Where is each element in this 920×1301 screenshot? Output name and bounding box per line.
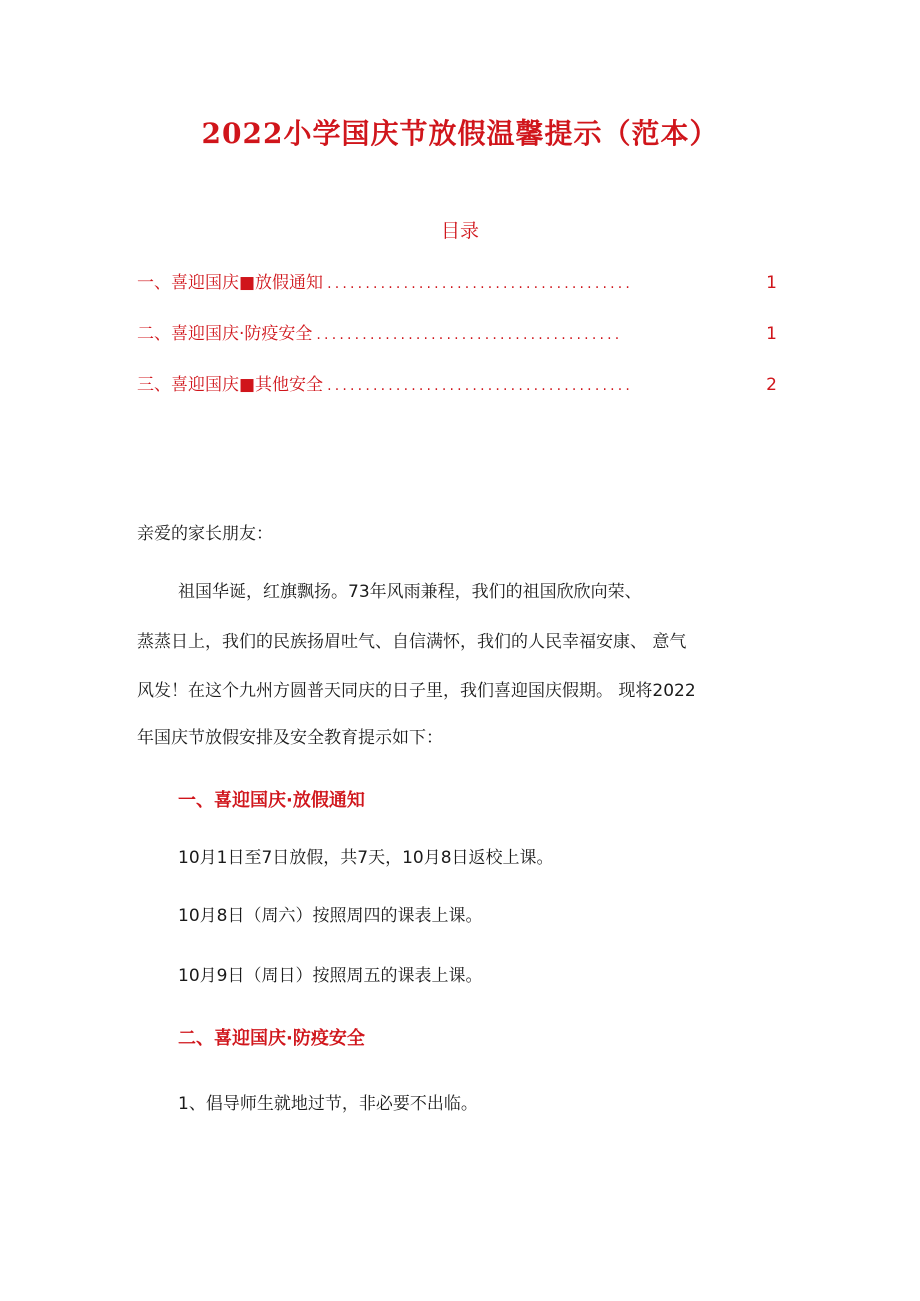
toc-heading: 目录	[440, 220, 479, 242]
toc-item[interactable]	[137, 319, 777, 345]
intro-line: 祖国华诞，红旗飘扬。73年风雨兼程，我们的祖国欣欣向荣、	[178, 582, 642, 602]
toc-item-label: 二、喜迎国庆·防疫安全	[137, 324, 313, 344]
intro-line: 风发！在这个九州方圆普天同庆的日子里，我们喜迎国庆假期。 现将2022	[137, 681, 696, 701]
toc-item-label: 一、喜迎国庆■放假通知	[137, 273, 324, 293]
toc-item-page: 2	[766, 375, 777, 395]
toc-item-leader: ........................................	[327, 276, 634, 292]
toc-item-label: 三、喜迎国庆■其他安全	[137, 375, 324, 395]
intro-line: 蒸蒸日上，我们的民族扬眉吐气、自信满怀，我们的人民幸福安康、 意气	[137, 632, 687, 652]
section-line: 1、倡导师生就地过节，非必要不出临。	[178, 1094, 478, 1114]
section-heading: 二、喜迎国庆·防疫安全	[178, 1028, 365, 1049]
toc-item[interactable]	[137, 268, 777, 294]
toc-item-page: 1	[766, 324, 777, 344]
toc-item-leader: ........................................	[327, 378, 634, 394]
toc-item-page: 1	[766, 273, 777, 293]
toc-item-leader: ........................................	[316, 327, 623, 343]
section-line: 10月1日至7日放假，共7天，10月8日返校上课。	[178, 848, 554, 868]
section-line: 10月9日（周日）按照周五的课表上课。	[178, 966, 483, 986]
intro-line: 年国庆节放假安排及安全教育提示如下：	[137, 728, 443, 748]
toc-item[interactable]	[137, 370, 777, 396]
section-heading: 一、喜迎国庆·放假通知	[178, 790, 365, 811]
section-line: 10月8日（周六）按照周四的课表上课。	[178, 906, 483, 926]
document-title: 2022小学国庆节放假温馨提示（范本）	[201, 117, 719, 150]
greeting: 亲爱的家长朋友：	[137, 524, 273, 544]
